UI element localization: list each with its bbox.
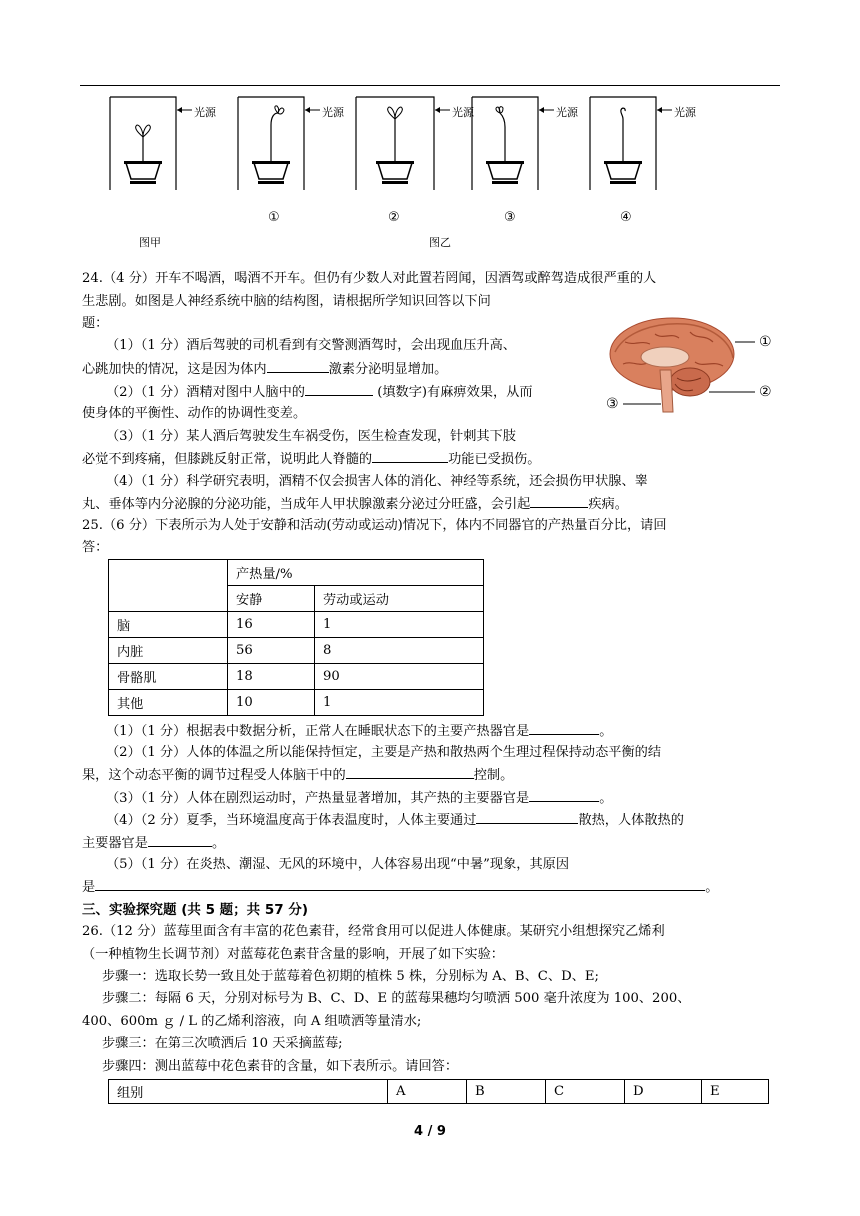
section-title: 三、实验探究题 (共 5 题；共 57 分) [82,902,309,918]
q26-intro-line1: 26.（12 分）蓝莓里面含有丰富的花色素苷，经常食用可以促进人体健康。某研究小组想探究乙烯利 [82,924,665,939]
q24-sub2-text-post: (填数字)有麻痹效果，从而 [373,385,533,400]
table-cell-rest: 56 [228,638,315,664]
q24-sub4-answer-blank[interactable] [530,495,588,508]
q25-sub4-line2 [82,834,225,853]
q25-intro-line2: 答： [82,540,109,555]
q25-sub5-answer-blank[interactable] [95,878,705,891]
q24-sub1-line2 [82,360,447,379]
figure-number-4: ④ [620,210,632,225]
q25-sub2-text-pre: 果，这个动态平衡的调节过程受人体脑干中的 [82,768,346,783]
figure-number-2: ② [388,210,400,225]
q24-sub3-line1: （3）（1 分）某人酒后驾驶发生车祸受伤，医生检查发现，针刺其下肢 [106,429,516,444]
q24-sub3-text-post: 功能已受损伤。 [448,452,541,467]
q24-intro-line2: 生悲剧。如图是人神经系统中脑的结构图，请根据所学知识回答以下问 [82,294,491,309]
q25-sub4-answer-blank-1[interactable] [476,811,578,824]
brain-label-2: ② [759,384,772,400]
q25-sub3-text-pre: （3）（1 分）人体在剧烈运动时，产热量显著增加，其产热的主要器官是 [106,791,530,806]
q25-sub1-text-pre: （1）（1 分）根据表中数据分析，正常人在睡眠状态下的主要产热器官是 [106,724,530,739]
table-row [109,612,484,638]
q24-sub1-text-post: 激素分泌明显增加。 [328,362,448,377]
q24-sub3-text-pre: 必觉不到疼痛，但膝跳反射正常，说明此人脊髓的 [82,452,373,467]
q24-sub3-line2 [82,450,540,469]
figure-caption-a: 图甲 [139,236,161,249]
figure-number-1: ① [268,210,280,225]
table-cell-rest: 18 [228,664,315,690]
table-row [109,664,484,690]
q25-sub4-text-pre2: 主要器官是 [82,836,148,851]
blueberry-table [108,1079,769,1104]
q24-intro-line1: 24.（4 分）开车不喝酒，喝酒不开车。但仍有少数人对此置若罔闻，因酒驾或醉驾造成很严重的人 [82,271,657,286]
q25-sub2-line2 [82,766,513,785]
q24-sub4-line2 [82,495,628,514]
heat-production-table [108,559,484,716]
q25-sub5-text-pre: 是 [82,880,96,895]
table-cell-active: 1 [315,612,484,638]
table-cell-active: 1 [315,690,484,716]
q24-sub2-line1 [106,383,533,402]
q24-intro-line3: 题： [82,316,109,331]
q24-sub1-text-pre: 心跳加快的情况，这是因为体内 [82,362,267,377]
brain-label-3: ③ [606,396,619,412]
plant-box-2 [356,97,450,190]
table-header-row [109,1080,769,1104]
q25-intro-line1: 25.（6 分）下表所示为人处于安静和活动(劳动或运动)情况下，体内不同器官的产热量百分比，请回 [82,518,667,533]
q25-sub2-text-post: 控制。 [473,768,514,783]
table-cell-active: 90 [315,664,484,690]
table-header-b: B [467,1080,546,1104]
q25-sub4-text-post2: 。 [211,836,226,851]
light-label-5: 光源 [674,106,696,119]
plant-box-1 [238,97,320,190]
figure-caption-b: 图乙 [429,236,451,249]
q24-sub1-answer-blank[interactable] [267,360,329,373]
q26-step4: 步骤四：测出蓝莓中花色素苷的含量，如下表所示。请回答： [102,1059,459,1074]
table-row [109,638,484,664]
table-cell-organ: 内脏 [109,638,228,664]
q25-sub5-line2 [82,878,718,897]
light-label-3: 光源 [452,106,474,119]
table-header-group: 组别 [109,1080,388,1104]
light-label-2: 光源 [322,106,344,119]
table-row [109,690,484,716]
table-cell-organ: 骨骼肌 [109,664,228,690]
q26-step3: 步骤三：在第三次喷洒后 10 天采摘蓝莓; [102,1036,343,1051]
q24-sub4-text-post: 疾病。 [588,497,628,512]
q26-step1: 步骤一：选取长势一致且处于蓝莓着色初期的植株 5 株，分别标为 A、B、C、D、E; [102,969,599,984]
q25-sub5-line1: （5）（1 分）在炎热、潮湿、无风的环境中，人体容易出现“中暑”现象，其原因 [106,857,570,872]
plant-box-control [110,97,192,190]
q25-sub2-answer-blank[interactable] [346,766,474,779]
q25-sub2-line1: （2）（1 分）人体的体温之所以能保持恒定，主要是产热和散热两个生理过程保持动态平衡的结 [106,745,662,760]
q26-step2-line2: 400、600m ｇ / L 的乙烯利溶液，向 A 组喷洒等量清水; [82,1014,422,1029]
page-number: 4 / 9 [414,1124,446,1139]
table-header-empty [109,560,228,612]
q24-sub4-text-pre: 丸、垂体等内分泌腺的分泌功能，当成年人甲状腺激素分泌过分旺盛，会引起 [82,497,531,512]
brain-label-1: ① [759,334,772,350]
q25-sub3 [106,789,612,808]
table-cell-organ: 其他 [109,690,228,716]
table-header-e: E [702,1080,769,1104]
table-cell-organ: 脑 [109,612,228,638]
table-cell-active: 8 [315,638,484,664]
q26-step2-line1: 步骤二：每隔 6 天，分别对标号为 B、C、D、E 的蓝莓果穗均匀喷洒 500 毫升浓度为 100、200、 [102,991,691,1006]
table-cell-rest: 16 [228,612,315,638]
plant-figures-svg [100,95,720,255]
table-header-row-top [109,560,484,586]
q25-sub1 [106,722,612,741]
q24-sub2-answer-blank[interactable] [305,383,373,396]
q26-intro-line2: （一种植物生长调节剂）对蓝莓花色素苷含量的影响，开展了如下实验： [82,947,504,962]
table-header-active: 劳动或运动 [315,586,484,612]
q25-sub4-line1 [106,811,684,830]
plant-box-3 [472,97,554,190]
figure-number-3: ③ [504,210,516,225]
table-header-c: C [546,1080,625,1104]
q24-sub4-line1: （4）（1 分）科学研究表明，酒精不仅会损害人体的消化、神经等系统，还会损伤甲状腺、睾 [106,474,648,489]
q25-sub4-text-pre: （4）（2 分）夏季，当环境温度高于体表温度时，人体主要通过 [106,813,477,828]
table-header-d: D [625,1080,702,1104]
q24-sub2-line2: 使身体的平衡性、动作的协调性变差。 [82,406,307,421]
table-header-rest: 安静 [228,586,315,612]
q25-sub5-text-post: 。 [705,880,719,895]
q25-sub3-text-post: 。 [599,791,613,806]
q25-sub4-text-post: 散热，人体散热的 [578,813,684,828]
table-header-heat: 产热量/% [228,560,484,586]
brain-image [605,312,780,417]
table-cell-rest: 10 [228,690,315,716]
q25-sub1-answer-blank[interactable] [529,722,599,735]
light-label-1: 光源 [194,106,216,119]
light-label-4: 光源 [556,106,578,119]
q24-sub3-answer-blank[interactable] [372,450,448,463]
q24-sub1-line1: （1）（1 分）酒后驾驶的司机看到有交警测酒驾时，会出现血压升高、 [106,338,516,353]
header-rule [80,85,780,86]
q25-sub1-text-post: 。 [599,724,613,739]
plant-box-4 [590,97,672,190]
q25-sub3-answer-blank[interactable] [529,789,599,802]
table-header-a: A [388,1080,467,1104]
q24-sub2-text-pre: （2）（1 分）酒精对图中人脑中的 [106,385,305,400]
q25-sub4-answer-blank-2[interactable] [148,834,212,847]
